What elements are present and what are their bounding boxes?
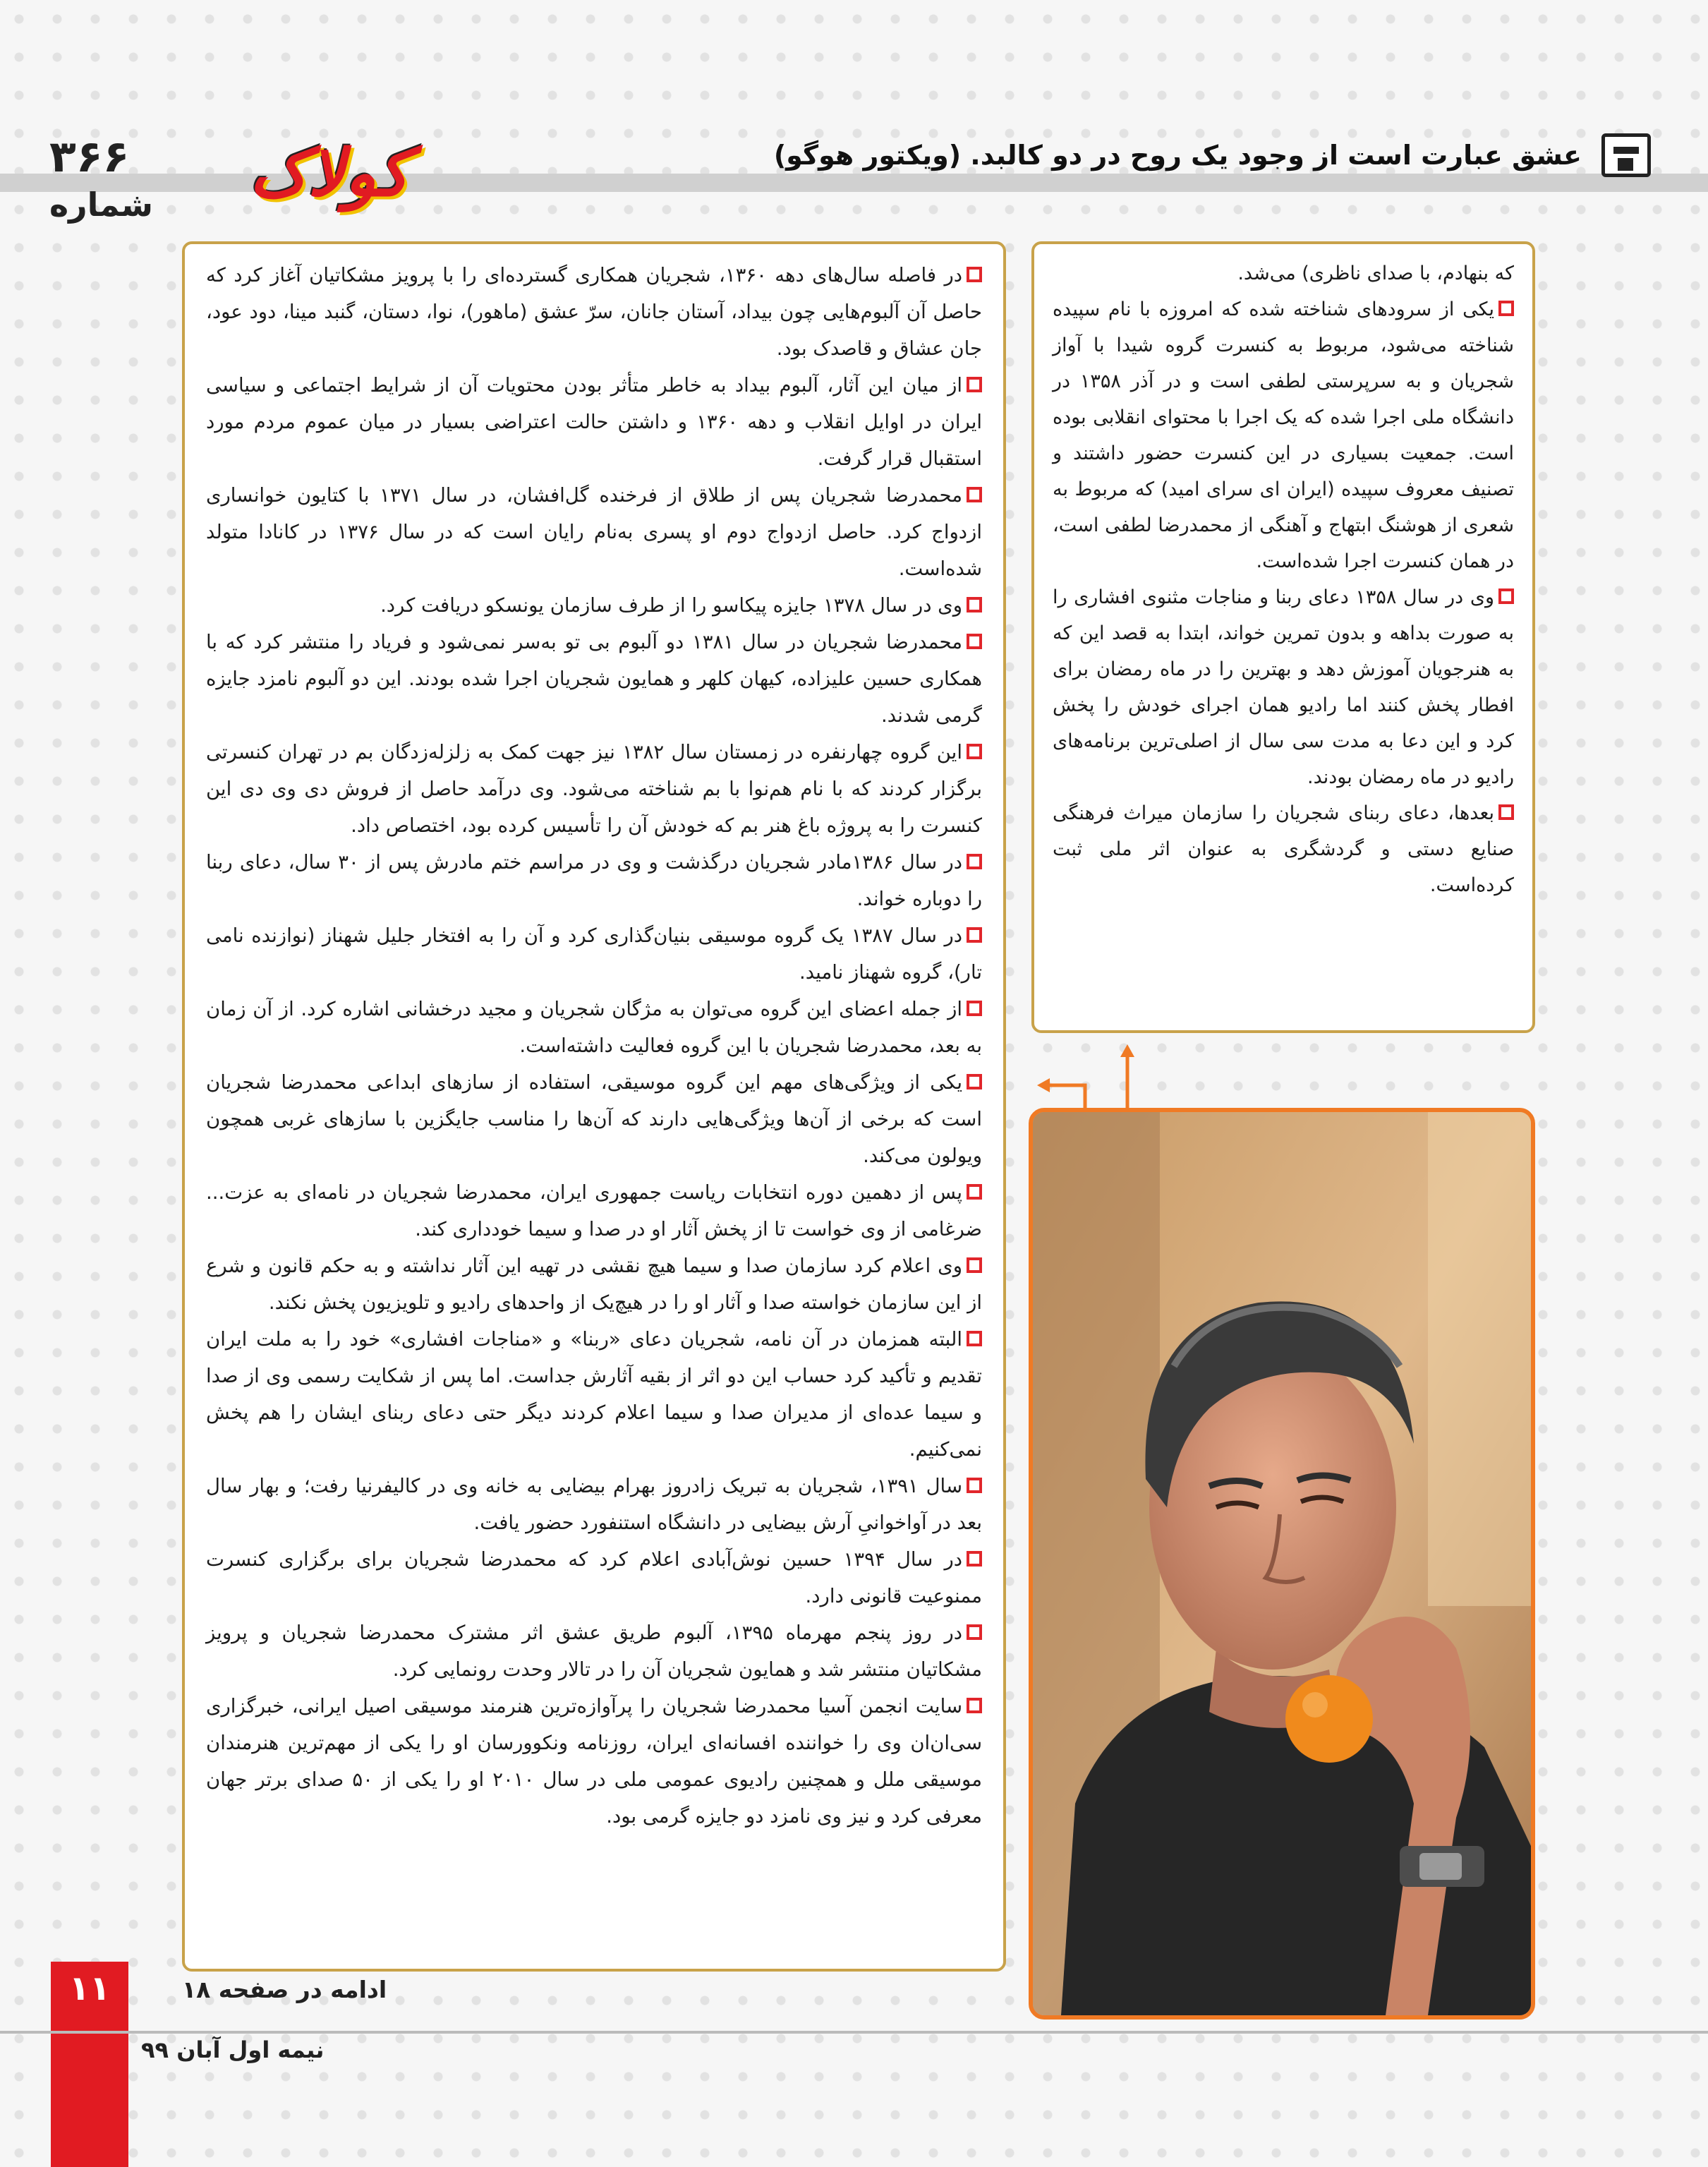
square-bullet-icon	[967, 854, 982, 869]
side-paragraph	[1053, 795, 1514, 903]
logo-text: کولاک	[249, 135, 409, 211]
square-bullet-icon	[967, 1257, 982, 1273]
square-bullet-icon	[967, 1331, 982, 1346]
portrait-illustration	[1033, 1112, 1531, 2015]
paragraph-text: وی در سال ۱۳۷۸ جایزه پیکاسو را از طرف سازمان یونسکو دریافت کرد.	[380, 594, 962, 617]
paragraph-text: در سال ۱۳۹۴ حسین نوش‌آبادی اعلام کرد که محمدرضا شجریان برای برگزاری کنسرت ممنوعیت قانونی دارد.	[206, 1548, 982, 1607]
page-number: ۱۱	[68, 1969, 111, 2008]
side-paragraph	[1053, 255, 1514, 291]
paragraph-text: پس از دهمین دوره انتخابات ریاست جمهوری ایران، محمدرضا شجریان در نامه‌ای به عزت‌... ضرغامی از وی خواست تا از پخش آثار او در صدا و سیما خودداری کند.	[206, 1181, 982, 1241]
paragraph-text: در سال ۱۳۸۶مادر شجریان درگذشت و وی در مراسم ختم مادرش پس از ۳۰ سال، دعای ربنا را دوباره خواند.	[206, 851, 982, 910]
paragraph-text: در روز پنجم مهرماه ۱۳۹۵، آلبوم طریق عشق اثر مشترک محمدرضا شجریان و پرویز مشکاتیان منتشر شد و همایون شجریان آن را در تالار وحدت رونمایی کرد.	[206, 1622, 982, 1681]
logo-block	[49, 131, 416, 243]
square-bullet-icon	[1498, 804, 1514, 820]
square-bullet-icon	[967, 1698, 982, 1713]
paragraph-text: یکی از سرودهای شناخته شده که امروزه با نام سپیده شناخته می‌شود، مربوط به کنسرت گروه شیدا با آواز شجریان و به سرپرستی لطفی است و در آذر ۱۳۵۸ در دانشگاه ملی اجرا شده که یک اجرا با محتوای انقلابی بوده است. جمعیت بسیاری در این کنسرت حضور داشتند و تصنیف معروف سپیده (ایران ای سرای امید) که مربوط به شعری از هوشنگ ابتهاج و آهنگی از محمدرضا لطفی است، در همان کنسرت اجرا شده‌است.	[1053, 298, 1514, 572]
side-paragraph	[1053, 291, 1514, 579]
issue-number: ۳۶۶	[49, 131, 130, 182]
square-bullet-icon	[967, 597, 982, 612]
footer-divider	[0, 2031, 1708, 2034]
paragraph-text: این گروه چهارنفره در زمستان سال ۱۳۸۲ نیز جهت کمک به زلزله‌زدگان بم در تهران کنسرتی برگزار کردند که با نام هم‌نوا با بم شناخته می‌شود. وی درآمد حاصل از فروش دی وی دی این کنسرت را به پروژه باغ هنر بم که خودش آن را تأسیس کرده بود، اختصاص داد.	[206, 741, 982, 837]
square-bullet-icon	[967, 267, 982, 282]
paragraph-text: محمدرضا شجریان پس از طلاق از فرخنده گل‌افشان، در سال ۱۳۷۱ با کتایون خوانساری ازدواج کرد. حاصل ازدواج دوم او پسری به‌نام رایان است که در سال ۱۳۷۶ در کانادا متولد شده‌است.	[206, 484, 982, 580]
main-paragraph	[206, 1541, 982, 1614]
paragraph-text: سایت انجمن آسیا محمدرضا شجریان را پرآوازه‌ترین هنرمند موسیقی اصیل ایرانی، خبرگزاری سی‌ان‌ان وی را خواننده افسانه‌ای ایران، روزنامه ونکوورسان او را یکی از مهم‌ترین هنرمندان موسیقی ملل و همچنین رادیوی عمومی ملی در سال ۲۰۱۰ او را یکی از ۵۰ صدای برتر جهان معرفی کرد و نیز وی نامزد دو جایزه گرمی بود.	[206, 1695, 982, 1828]
main-paragraph	[206, 1248, 982, 1321]
square-bullet-icon	[967, 487, 982, 502]
magazine-logo	[198, 135, 409, 212]
square-bullet-icon	[967, 634, 982, 649]
side-column	[1031, 241, 1535, 1033]
square-bullet-icon	[1498, 301, 1514, 316]
square-bullet-icon	[967, 1001, 982, 1016]
square-bullet-icon	[967, 1184, 982, 1200]
paragraph-text: محمدرضا شجریان در سال ۱۳۸۱ دو آلبوم بی تو به‌سر نمی‌شود و فریاد را منتشر کرد که با همکاری حسین علیزاده، کیهان کلهر و همایون شجریان اجرا شده بودند. این دو آلبوم نامزد جایزه گرمی شدند.	[206, 631, 982, 727]
paragraph-text: در فاصله سال‌های دهه ۱۳۶۰، شجریان همکاری گسترده‌ای را با پرویز مشکاتیان آغاز کرد که حاصل آن آلبوم‌هایی چون بیداد، آستان جانان، سرّ عشق (ماهور)، نوا، دستان، گنبد مینا، دود عود، جان عشاق و قاصدک بود.	[206, 264, 982, 360]
square-bullet-icon	[967, 744, 982, 759]
main-paragraph	[206, 477, 982, 587]
main-paragraph	[206, 624, 982, 734]
main-paragraph	[206, 1688, 982, 1835]
quote-icon	[1601, 133, 1651, 177]
square-bullet-icon	[967, 1624, 982, 1640]
main-paragraph	[206, 257, 982, 367]
main-paragraph	[206, 991, 982, 1064]
paragraph-text: از میان این آثار، آلبوم بیداد به خاطر متأثر بودن محتویات آن از شرایط اجتماعی و سیاسی ایران در اوایل انقلاب و دهه ۱۳۶۰ و داشتن حالت اعتراضی بسیار در میان عموم مردم مورد استقبال قرار گرفت.	[206, 374, 982, 470]
square-bullet-icon	[967, 927, 982, 943]
main-column	[182, 241, 1006, 1972]
paragraph-text: سال ۱۳۹۱، شجریان به تبریک زادروز بهرام بیضایی به خانه وی در کالیفرنیا رفت؛ و بهار سال بعد در آواخوانیِ آرش بیضایی در دانشگاه استنفورد حضور یافت.	[206, 1475, 982, 1534]
main-paragraph	[206, 1321, 982, 1468]
square-bullet-icon	[967, 1478, 982, 1493]
paragraph-text: در سال ۱۳۸۷ یک گروه موسیقی بنیان‌گذاری کرد و آن را به افتخار جلیل شهناز (نوازنده نامی تار)، گروه شهناز نامید.	[206, 924, 982, 984]
main-paragraph	[206, 587, 982, 624]
side-paragraph	[1053, 579, 1514, 795]
square-bullet-icon	[967, 1551, 982, 1567]
issue-date: نیمه اول آبان ۹۹	[141, 2036, 325, 2063]
header-quote: عشق عبارت است از وجود یک روح در دو کالبد. (ویکتور هوگو)	[773, 140, 1582, 171]
paragraph-text: از جمله اعضای این گروه می‌توان به مژگان شجریان و مجید درخشانی اشاره کرد. از آن زمان به بعد، محمدرضا شجریان با این گروه فعالیت داشته‌است.	[206, 998, 982, 1057]
portrait-photo	[1029, 1108, 1535, 2020]
main-paragraph	[206, 1174, 982, 1248]
main-paragraph	[206, 734, 982, 844]
paragraph-text: یکی از ویژگی‌های مهم این گروه موسیقی، استفاده از سازهای ابداعی محمدرضا شجریان است که برخی از آن‌ها ویژگی‌هایی دارند که آن‌ها را مناسب جایگزین با سازهای غربی همچون ویولون می‌کند.	[206, 1071, 982, 1167]
square-bullet-icon	[967, 377, 982, 392]
square-bullet-icon	[1498, 588, 1514, 604]
main-paragraph	[206, 1614, 982, 1688]
paragraph-text: بعدها، دعای ربنای شجریان را سازمان میراث فرهنگی صنایع دستی و گردشگری به عنوان اثر ملی ثبت کرده‌است.	[1053, 802, 1514, 896]
issue-label: شماره	[49, 186, 153, 224]
main-paragraph	[206, 1468, 982, 1541]
main-paragraph	[206, 367, 982, 477]
paragraph-text: وی در سال ۱۳۵۸ دعای ربنا و مناجات مثنوی افشاری را به صورت بداهه و بدون تمرین خواند، ابتدا به قصد این که به هنرجویان آموزش دهد و بهترین را در ماه رمضان برای افطار پخش کنند اما رادیو همان اجرای خودش را پخش کرد و این دعا به مدت سی سال از اصلی‌ترین برنامه‌های رادیو در ماه رمضان بودند.	[1053, 586, 1514, 788]
page-number-strip	[51, 1962, 128, 2167]
main-paragraph	[206, 917, 982, 991]
main-paragraph	[206, 1064, 982, 1174]
paragraph-text: که بنهادم، با صدای ناظری) می‌شد.	[1237, 262, 1514, 284]
paragraph-text: البته همزمان در آن نامه، شجریان دعای «ربنا» و «مناجات افشاری» خود را به ملت ایران تقدیم و تأکید کرد حساب این دو اثر از بقیه آثارش جداست. اما پس از شکایت رسمی وی از صدا و سیما عده‌ای از مدیران صدا و سیما اعلام کردند دیگر حتی دعای ربنای ایشان را هم پخش نمی‌کنیم.	[206, 1328, 982, 1461]
square-bullet-icon	[967, 1074, 982, 1089]
paragraph-text: وی اعلام کرد سازمان صدا و سیما هیچ نقشی در تهیه این آثار نداشته و به حکم قانون و شرع از این سازمان خواسته صدا و آثار او را در هیچ‌یک از واحدهای رادیو و تلویزیون پخش نکند.	[206, 1255, 982, 1314]
main-paragraph	[206, 844, 982, 917]
continued-on-page: ادامه در صفحه ۱۸	[182, 1976, 387, 2003]
